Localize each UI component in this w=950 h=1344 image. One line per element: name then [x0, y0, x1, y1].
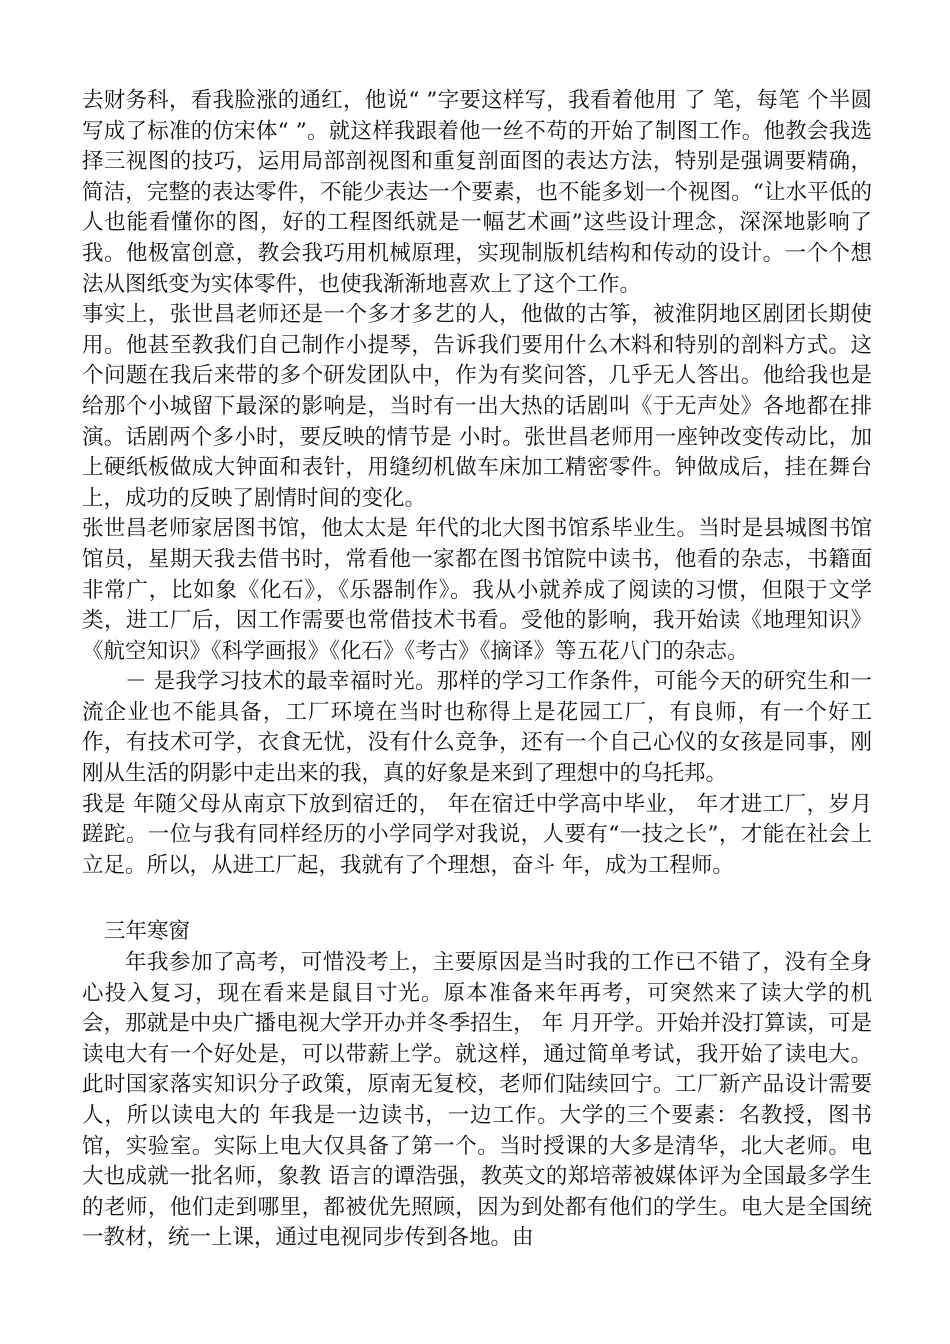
paragraph-life-goal: 我是 年随父母从南京下放到宿迁的， 年在宿迁中学高中毕业， 年才进工厂，岁月蹉跎。一位与我有同样经历的小学同学对我说，人要有“一技之长”，才能在社会上立足。所以，从进工厂起，我就有了个理想，奋斗 年，成为工程师。 [82, 791, 872, 878]
paragraph-drafting-work: 去财务科，看我脸涨的通红，他说“ ”字要这样写，我看着他用 了 笔，每笔 个半圆写成了标准的仿宋体“ ”。就这样我跟着他一丝不苟的开始了制图工作。他教会我选择三视图的技巧，运用局部剖视图和重复剖面图的表达方法，特别是强调要精确，简洁，完整的表达零件，不能少表达一个要素，也不能多划一个视图。“让水平低的人也能看懂你的图，好的工程图纸就是一幅艺术画”这些设计理念，深深地影响了我。他极富创意，教会我巧用机械原理，实现制版机结构和传动的设计。一个个想法从图纸变为实体零件，也使我渐渐地喜欢上了这个工作。 [82, 88, 872, 297]
paragraph-tv-university: 年我参加了高考，可惜没考上，主要原因是当时我的工作已不错了，没有全身心投入复习，现在看来是鼠目寸光。原本准备来年再考，可突然来了读大学的机会，那就是中央广播电视大学开办并冬季招生， 年 月开学。开始并没打算读，可是读电大有一个好处是，可以带薪上学。就这样，通过简单考试，我开始了读电大。此时国家落实知识分子政策，原南无复校，老师们陆续回宁。工厂新产品设计需要人，所以读电大的 年我是一边读书，一边工作。大学的三个要素：名教授，图书馆，实验室。实际上电大仅具备了第一个。当时授课的大多是清华，北大老师。电大也成就一批名师，象教 语言的谭浩强，教英文的郑培蒂被媒体评为全国最多学生的老师，他们走到哪里，都被优先照顾，因为到处都有他们的学生。电大是全国统一教材，统一上课，通过电视同步传到各地。由 [82, 950, 872, 1251]
paragraph-library-reading: 张世昌老师家居图书馆，他太太是 年代的北大图书馆系毕业生。当时是县城图书馆馆员，星期天我去借书时，常看他一家都在图书馆院中读书，他看的杂志，书籍面非常广，比如象《化石》，《乐器制作》。我从小就养成了阅读的习惯，但限于文学类，进工厂后，因工作需要也常借技术书看。受他的影响，我开始读《地理知识》《航空知识》《科学画报》《化石》《考古》《摘译》等五花八门的杂志。 [82, 516, 872, 664]
section-gap [82, 881, 872, 917]
section-title: 三年寒窗 [104, 919, 191, 945]
document-body [82, 86, 872, 1254]
paragraph-happiest-time: － 是我学习技术的最幸福时光。那样的学习工作条件，可能今天的研究生和一流企业也不能具备，工厂环境在当时也称得上是花园工厂，有良师，有一个好工作，有技术可学，衣食无忧，没有什么竞争，还有一个自己心仪的女孩是同事，刚刚从生活的阴影中走出来的我，真的好象是来到了理想中的乌托邦。 [82, 669, 872, 787]
paragraph-multitalented-teacher: 事实上，张世昌老师还是一个多才多艺的人，他做的古筝，被淮阴地区剧团长期使用。他甚至教我们自己制作小提琴，告诉我们要用什么木料和特别的剖料方式。这个问题在我后来带的多个研发团队中，作为有奖问答，几乎无人答出。他给我也是给那个小城留下最深的影响是，当时有一出大热的话剧叫《于无声处》各地都在排演。话剧两个多小时，要反映的情节是 小时。张世昌老师用一座钟改变传动比，加上硬纸板做成大钟面和表针，用缝纫机做车床加工精密零件。钟做成后，挂在舞台上，成功的反映了剧情时间的变化。 [82, 302, 872, 511]
